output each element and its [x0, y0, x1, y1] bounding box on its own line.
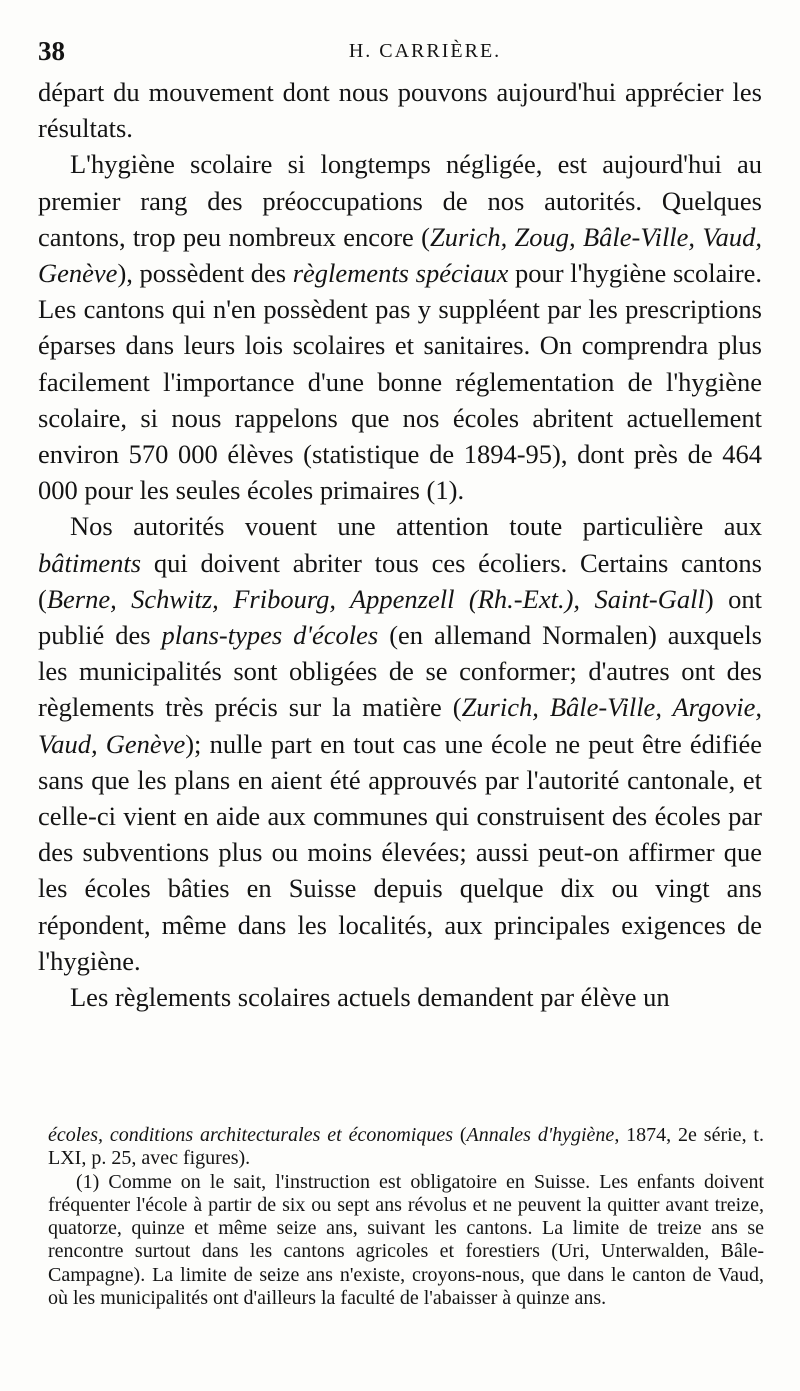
page-number: 38: [38, 36, 65, 66]
text-run: qui doivent abriter tous ces écoliers. Certains cantons (: [38, 547, 762, 614]
italic-text-run: écoles, conditions architecturales et économiques: [48, 1124, 453, 1146]
text-run: pour l'hygiène scolaire. Les cantons qui n'en possèdent pas y suppléent par les prescriptions éparses dans leurs lois scolaires et sanitaires. On comprendra plus facilement l'importance d'une bonne réglementation de l'hygiène scolaire, si nous rappelons que nos écoles abritent actuellement environ 570 000 élèves (statistique de 1894-95), dont près de 464 000 pour les seules écoles primaires (1).: [38, 258, 762, 506]
body-text: [38, 74, 762, 1015]
paragraph-2: [38, 146, 762, 508]
italic-text-run: règlements spéciaux: [292, 258, 509, 289]
text-run: (en allemand Normalen) auxquels les municipalités sont obligées de se conformer; d'autres ont des règlements très précis sur la matière (: [38, 620, 762, 723]
text-run: (: [452, 1124, 467, 1146]
running-head: H. CARRIÈRE.: [348, 40, 502, 62]
paragraph-4: Les règlements scolaires actuels demandent par élève un: [70, 982, 670, 1013]
italic-text-run: plans-types d'écoles: [161, 620, 379, 651]
running-head-container: [38, 40, 760, 63]
text-run: L'hygiène scolaire si longtemps négligée, est aujourd'hui au premier rang des préoccupations de nos autorités. Quelques cantons, trop peu nombreux encore (: [38, 149, 762, 252]
italic-text-run: Zurich, Bâle-Ville, Argovie, Vaud, Genève: [38, 692, 762, 759]
paragraph-3: [38, 508, 762, 979]
paragraph-1: départ du mouvement dont nous pouvons aujourd'hui apprécier les résultats.: [38, 77, 762, 144]
footnotes: [48, 1124, 764, 1310]
italic-text-run: bâtiments: [38, 547, 142, 578]
italic-text-run: Annales d'hygiène: [466, 1124, 615, 1146]
footnote-continuation: [48, 1124, 764, 1171]
text-run: ) ont publié des: [38, 583, 762, 651]
italic-text-run: Berne, Schwitz, Fribourg, Appenzell (Rh.-Ext.), Saint-Gall: [46, 583, 705, 614]
text-run: ); nulle part en tout cas une école ne peut être édifiée sans que les plans en aient été approuvés par l'autorité cantonale, et celle-ci vient en aide aux communes qui construisent des écoles par des subventions plus ou moins élevées; aussi peut-on affirmer que les écoles bâties en Suisse depuis quelque dix ou vingt ans répondent, même dans les localités, aux principales exigences de l'hygiène.: [38, 728, 762, 976]
italic-text-run: Zurich, Zoug, Bâle-Ville, Vaud, Genève: [38, 221, 762, 289]
footnote-1: (1) Comme on le sait, l'instruction est obligatoire en Suisse. Les enfants doivent fréquenter l'école à partir de six ou sept ans révolus et ne peuvent la quitter avant treize, quatorze, quinze et même seize ans, suivant les cantons. La limite de treize ans se rencontre surtout dans les cantons agricoles et forestiers (Uri, Unterwalden, Bâle-Campagne). La limite de seize ans n'existe, croyons-nous, que dans le canton de Vaud, où les municipalités ont d'ailleurs la faculté de l'abaisser à quinze ans.: [48, 1170, 764, 1310]
page-header: [38, 36, 760, 76]
text-run: ), possèdent des: [117, 258, 293, 289]
text-run: , 1874, 2e série, t. LXI, p. 25, avec figures).: [48, 1124, 764, 1170]
text-run: Nos autorités vouent une attention toute particulière aux: [70, 511, 762, 542]
